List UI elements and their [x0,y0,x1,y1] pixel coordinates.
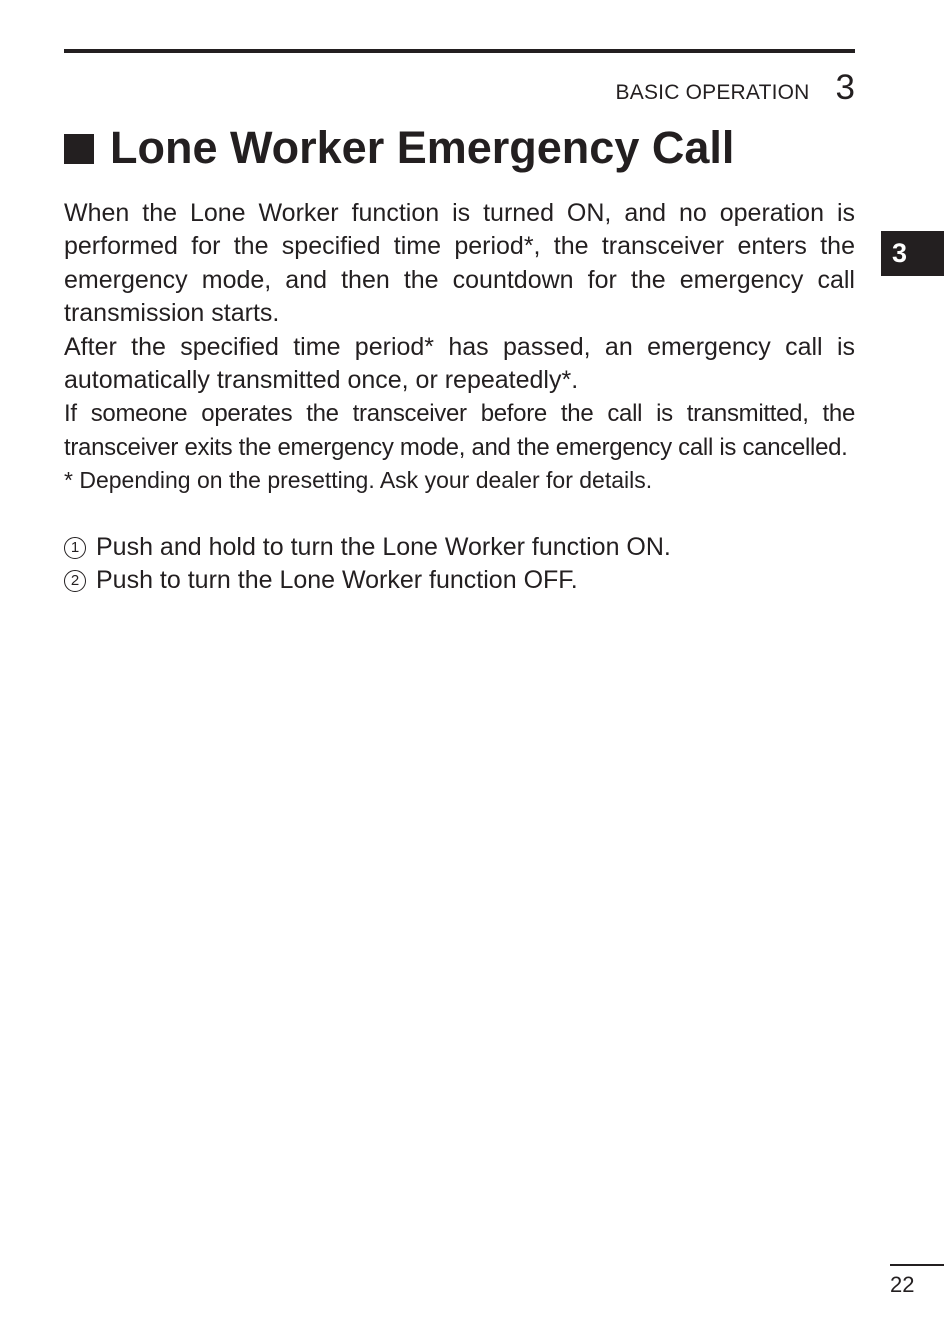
section-heading [64,120,734,176]
section-title: Lone Worker Emergency Call [110,122,735,173]
paragraph-transmission: After the specified time period* has passed, an emergency call is automatically transmitted once, or repeatedly*. [64,332,855,395]
header-section-name: BASIC OPERATION [615,81,810,104]
page-number: 22 [890,1272,915,1297]
header-rule [64,49,855,53]
circled-number-icon: 1 [64,537,86,559]
header-chapter-number: 3 [835,68,855,107]
step-item [64,531,855,564]
paragraph-cancel: If someone operates the transceiver before the call is transmitted, the transceiver exits the emergency mode, and the emergency call is cancelled. [64,400,855,461]
square-bullet-icon [64,134,94,164]
running-header [616,68,855,108]
chapter-tab: 3 [881,231,944,276]
step-list [64,531,855,597]
step-item [64,564,855,597]
circled-number-icon: 2 [64,570,86,592]
paragraph-intro: When the Lone Worker function is turned ON, and no operation is performed for the specified time period*, the transceiver enters the emergency mode, and then the countdown for the emergency call transmission starts. [64,199,855,328]
step-text: Push to turn the Lone Worker function OFF. [96,566,578,595]
body-text [64,197,855,597]
footer-rule [890,1264,944,1266]
step-text: Push and hold to turn the Lone Worker function ON. [96,533,671,562]
footnote: * Depending on the presetting. Ask your dealer for details. [64,467,653,494]
